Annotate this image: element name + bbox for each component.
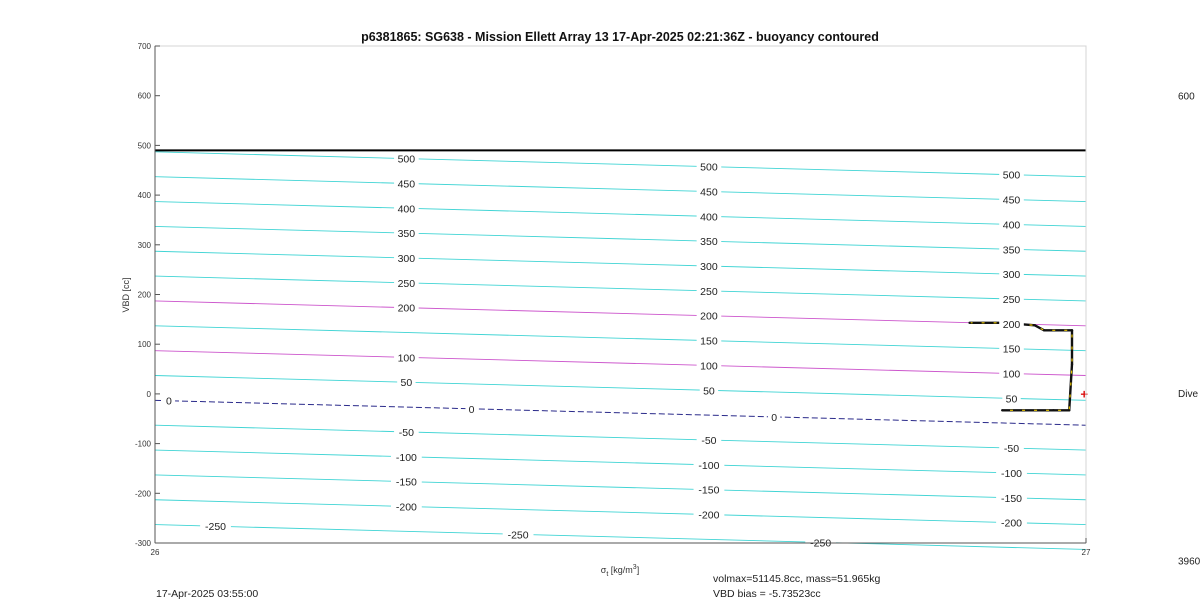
side-label: 3960: [1178, 556, 1200, 568]
track-point: [1043, 329, 1045, 331]
track-point: [968, 322, 970, 324]
plot-frame: [155, 46, 1086, 543]
contour-label: -250: [205, 521, 227, 534]
contour-label: 250: [1002, 293, 1021, 306]
glider-track-line: [970, 323, 1072, 411]
y-tick-label: 500: [137, 141, 151, 151]
contour-label: 200: [700, 310, 718, 323]
contour-label: 200: [1002, 318, 1021, 331]
contour-label: 250: [700, 285, 718, 298]
contour-label: 450: [397, 178, 416, 191]
contour-line-m100: [155, 450, 1086, 475]
contour-label: -50: [1003, 443, 1020, 456]
contour-label: 300: [700, 261, 718, 274]
contour-line-200: [155, 301, 1086, 326]
y-tick-label: -200: [134, 489, 151, 499]
x-axis-label: $\sigma_t$ $[kg/m^3]$: [600, 564, 640, 578]
contour-label: 100: [700, 360, 718, 373]
x-tick-label: 27: [1081, 548, 1091, 557]
contour-line-m250: [155, 525, 1086, 550]
contour-label: 400: [700, 211, 718, 224]
track-point: [1034, 324, 1036, 326]
contour-label: 300: [397, 252, 416, 265]
y-tick-label: 700: [137, 42, 151, 51]
contour-line-350: [155, 226, 1086, 251]
contour-label: 0: [771, 411, 778, 424]
y-tick-label: 600: [137, 91, 151, 101]
contour-label: 0: [166, 395, 172, 408]
side-label: Dive: [1178, 388, 1199, 400]
y-axis-label: VBD [cc]: [121, 277, 131, 313]
y-tick-label: 100: [137, 340, 151, 350]
axes: [155, 46, 1086, 543]
contour-label: 450: [700, 186, 718, 199]
contour-label: -100: [698, 459, 720, 472]
tick-labels: [135, 42, 1091, 557]
contour-label: -250: [507, 529, 529, 542]
contour-label: -100: [395, 451, 417, 464]
contour-labels: [163, 153, 1027, 550]
contour-label: 400: [397, 203, 416, 216]
contour-line-m50: [155, 425, 1086, 450]
contour-label: 500: [397, 153, 416, 166]
contour-label: 350: [1002, 244, 1021, 257]
footer-datetime: 17-Apr-2025 03:55:00: [156, 588, 259, 600]
contour-line-100: [155, 351, 1086, 376]
contour-label: 100: [1002, 368, 1021, 381]
contour-label: -200: [698, 509, 720, 522]
side-labels: [1178, 92, 1200, 568]
contour-label: 200: [397, 302, 416, 315]
y-tick-label: 400: [137, 191, 151, 201]
contour-line-300: [155, 251, 1086, 276]
contour-line-400: [155, 202, 1086, 227]
y-tick-label: -300: [134, 539, 151, 548]
contour-line-0: [155, 400, 1086, 425]
contour-line-m150: [155, 475, 1086, 500]
track-point: [1071, 363, 1073, 365]
contour-label: 350: [397, 228, 416, 241]
contour-label: -150: [1001, 492, 1023, 505]
contour-label: 450: [1002, 194, 1021, 207]
contour-label: -200: [1001, 517, 1023, 530]
x-tick-label: 26: [150, 548, 160, 557]
contour-label: -50: [701, 434, 717, 447]
footer-volmax-mass: volmax=51145.8cc, mass=51.965kg: [713, 573, 881, 585]
contour-label: 50: [1005, 393, 1018, 406]
dive-marker: +: [1080, 386, 1088, 402]
contour-label: 500: [700, 161, 718, 174]
glider-track-accent: [970, 323, 1072, 411]
contour-label: 250: [397, 277, 416, 290]
contour-label: 350: [700, 236, 718, 249]
contour-lines: [155, 152, 1086, 550]
track-point: [1071, 329, 1073, 331]
contour-label: 300: [1002, 269, 1021, 282]
contour-label: -150: [395, 476, 417, 489]
contour-label: -100: [1001, 467, 1023, 480]
contour-line-m200: [155, 500, 1086, 525]
contour-label: 50: [400, 377, 413, 390]
contour-label: -150: [698, 484, 720, 497]
contour-line-50: [155, 376, 1086, 401]
contour-label: 100: [397, 352, 416, 365]
contour-label: 0: [468, 403, 475, 416]
track-point: [1001, 409, 1003, 411]
contour-label: 400: [1002, 219, 1021, 232]
track-point: [1068, 409, 1070, 411]
y-tick-label: -100: [134, 439, 151, 449]
contour-label: 150: [1002, 343, 1021, 356]
y-tick-label: 0: [146, 389, 151, 399]
contour-line-450: [155, 177, 1086, 202]
contour-label: -250: [810, 537, 832, 550]
footer-vbd-bias: VBD bias = -5.73523cc: [713, 588, 821, 600]
contour-label: 150: [700, 335, 718, 348]
contour-line-500: [155, 152, 1086, 177]
side-label: 600: [1178, 91, 1195, 103]
y-tick-label: 200: [137, 290, 151, 300]
contour-line-250: [155, 276, 1086, 301]
contour-label: -200: [395, 501, 417, 514]
chart-title: p6381865: SG638 - Mission Ellett Array 13 17-Apr-2025 02:21:36Z - buoyancy contoured: [361, 30, 879, 44]
track-point: [1052, 409, 1054, 411]
contour-label: 50: [703, 385, 715, 398]
contour-label: 500: [1002, 169, 1021, 182]
contour-line-150: [155, 326, 1086, 351]
y-tick-label: 300: [137, 240, 151, 250]
contour-label: -50: [398, 426, 414, 439]
